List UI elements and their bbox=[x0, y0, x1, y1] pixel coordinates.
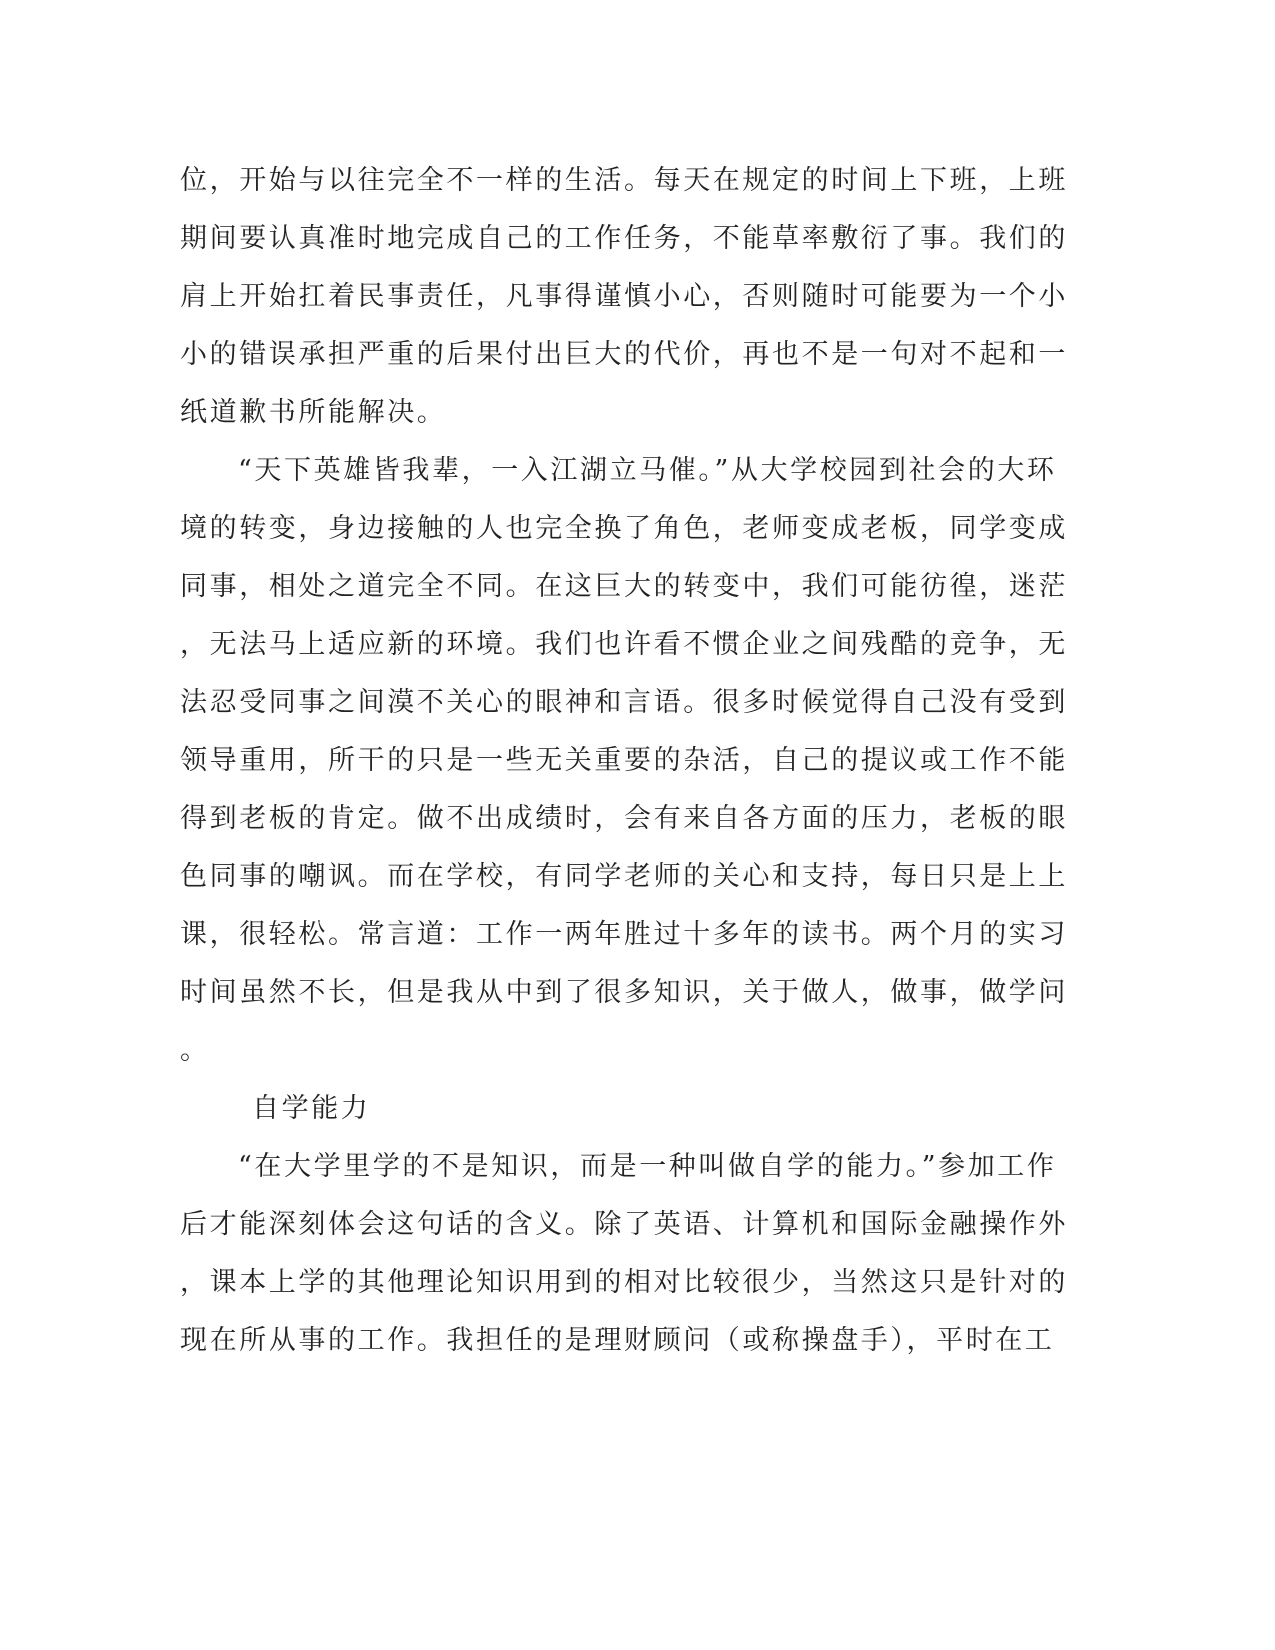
text-line: 位，开始与以往完全不一样的生活。每天在规定的时间上下班，上班 bbox=[180, 165, 1068, 196]
text-line: “天下英雄皆我辈，一入江湖立马催。”从大学校园到社会的大环 bbox=[238, 455, 1057, 486]
text-line: 境的转变，身边接触的人也完全换了角色，老师变成老板，同学变成 bbox=[180, 513, 1068, 544]
text-line: 后才能深刻体会这句话的含义。除了英语、计算机和国际金融操作外 bbox=[180, 1209, 1068, 1240]
text-line: 同事，相处之道完全不同。在这巨大的转变中，我们可能彷徨，迷茫 bbox=[180, 571, 1068, 602]
text-line: 课，很轻松。常言道：工作一两年胜过十多年的读书。两个月的实习 bbox=[180, 919, 1068, 950]
text-line: 肩上开始扛着民事责任，凡事得谨慎小心，否则随时可能要为一个小 bbox=[180, 281, 1068, 312]
text-line: 期间要认真准时地完成自己的工作任务，不能草率敷衍了事。我们的 bbox=[180, 223, 1068, 254]
text-line: 纸道歉书所能解决。 bbox=[180, 397, 447, 428]
text-line: ，无法马上适应新的环境。我们也许看不惯企业之间残酷的竞争，无 bbox=[180, 629, 1068, 660]
text-line: 时间虽然不长，但是我从中到了很多知识，关于做人，做事，做学问 bbox=[180, 977, 1068, 1008]
text-line: 色同事的嘲讽。而在学校，有同学老师的关心和支持，每日只是上上 bbox=[180, 861, 1068, 892]
text-line: 领导重用，所干的只是一些无关重要的杂活，自己的提议或工作不能 bbox=[180, 745, 1068, 776]
text-line: “在大学里学的不是知识，而是一种叫做自学的能力。”参加工作 bbox=[238, 1151, 1057, 1182]
text-line: 小的错误承担严重的后果付出巨大的代价，再也不是一句对不起和一 bbox=[180, 339, 1068, 370]
text-line: 得到老板的肯定。做不出成绩时，会有来自各方面的压力，老板的眼 bbox=[180, 803, 1068, 834]
text-line: 法忍受同事之间漠不关心的眼神和言语。很多时候觉得自己没有受到 bbox=[180, 687, 1068, 718]
section-heading: 自学能力 bbox=[252, 1093, 371, 1124]
text-line: ，课本上学的其他理论知识用到的相对比较很少，当然这只是针对的 bbox=[180, 1267, 1068, 1298]
text-line: 现在所从事的工作。我担任的是理财顾问（或称操盘手），平时在工 bbox=[180, 1325, 1055, 1356]
text-line: 。 bbox=[180, 1035, 210, 1066]
